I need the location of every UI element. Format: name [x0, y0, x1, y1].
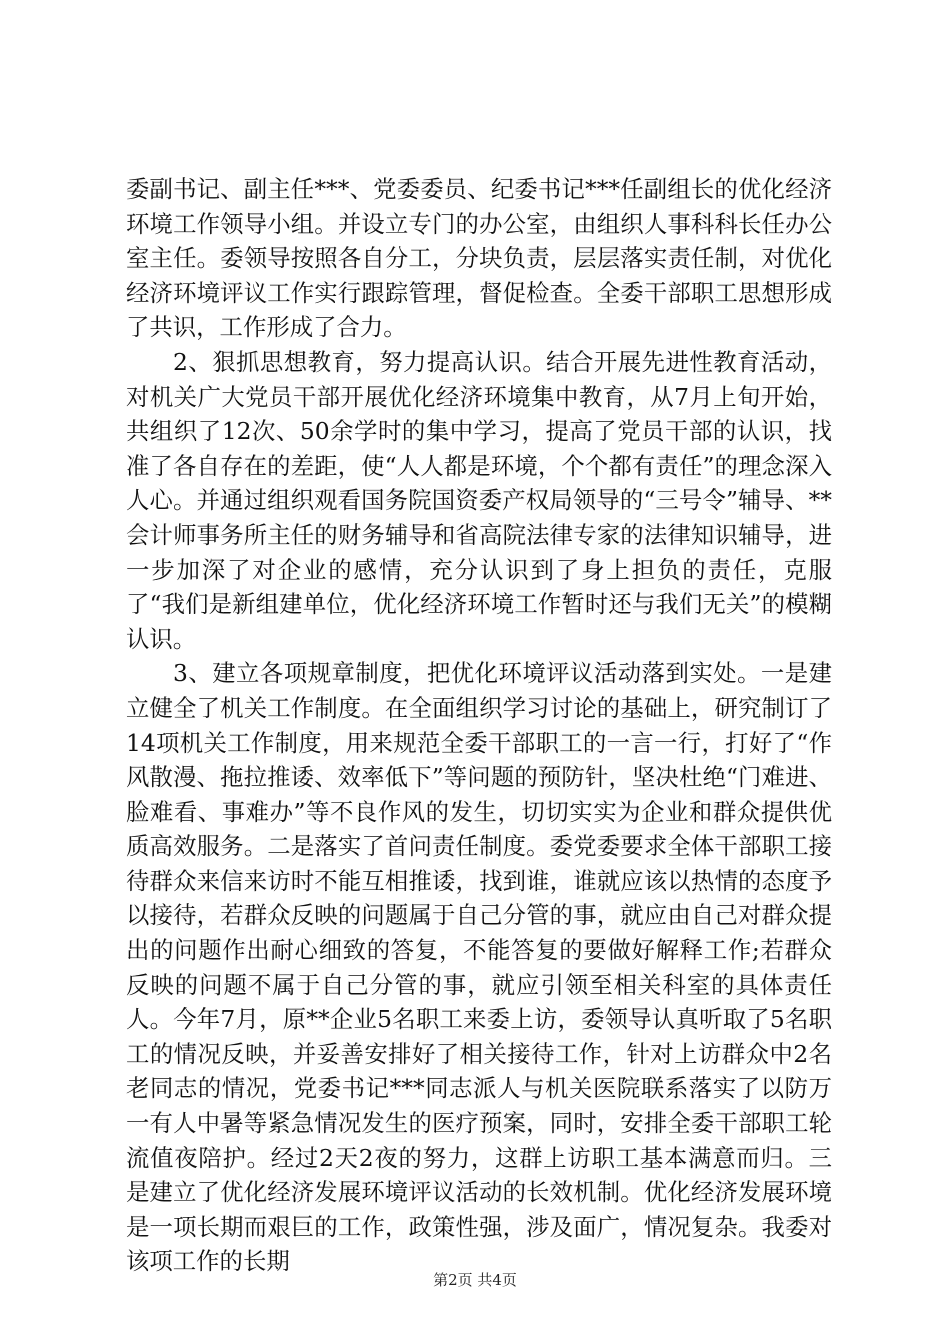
paragraph-rules-and-systems: 3、建立各项规章制度，把优化环境评议活动落到实处。一是建立健全了机关工作制度。在全面组织学习讨论的基础上，研究制订了14项机关工作制度，用来规范全委干部职工的一言一行，打好了“作风散漫、拖拉推诿、效率低下”等问题的预防针，坚决杜绝“门难进、脸难看、事难办”等不良作风的发生，切切实实为企业和群众提供优质高效服务。二是落实了首问责任制度。委党委要求全体干部职工接待群众来信来访时不能互相推诿，找到谁，谁就应该以热情的态度予以接待，若群众反映的问题属于自己分管的事，就应由自己对群众提出的问题作出耐心细致的答复，不能答复的要做好解释工作;若群众反映的问题不属于自己分管的事，就应引领至相关科室的具体责任人。今年7月，原**企业5名职工来委上访，委领导认真听取了5名职工的情况反映，并妥善安排好了相关接待工作，针对上访群众中2名老同志的情况，党委书记***同志派人与机关医院联系落实了以防万一有人中暑等紧急情况发生的医疗预案，同时，安排全委干部职工轮流值夜陪护。经过2天2夜的努力，这群上访职工基本满意而归。三是建立了优化经济发展环境评议活动的长效机制。优化经济发展环境是一项长期而艰巨的工作，政策性强，涉及面广，情况复杂。我委对该项工作的长期	[126, 659, 832, 1276]
paragraph-continuation: 委副书记、副主任***、党委委员、纪委书记***任副组长的优化经济环境工作领导小组。并设立专门的办公室，由组织人事科科长任办公室主任。委领导按照各自分工，分块负责，层层落实责任制，对优化经济环境评议工作实行跟踪管理，督促检查。全委干部职工思想形成了共识，工作形成了合力。	[126, 175, 832, 342]
page-number-label: 第2页 共4页	[433, 1271, 517, 1289]
page-footer	[0, 1270, 950, 1290]
paragraph-ideological-education: 2、狠抓思想教育，努力提高认识。结合开展先进性教育活动，对机关广大党员干部开展优化经济环境集中教育，从7月上旬开始，共组织了12次、50余学时的集中学习，提高了党员干部的认识，找准了各自存在的差距，使“人人都是环境，个个都有责任”的理念深入人心。并通过组织观看国务院国资委产权局领导的“三号令”辅导、**会计师事务所主任的财务辅导和省高院法律专家的法律知识辅导，进一步加深了对企业的感情，充分认识到了身上担负的责任，克服了“我们是新组建单位，优化经济环境工作暂时还与我们无关”的模糊认识。	[126, 347, 832, 653]
document-body	[126, 172, 832, 1279]
